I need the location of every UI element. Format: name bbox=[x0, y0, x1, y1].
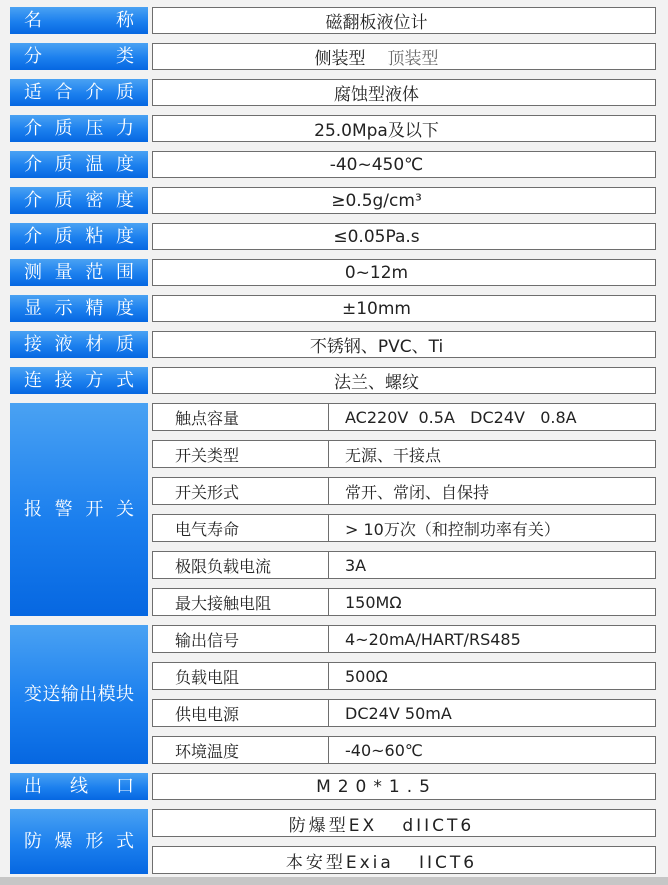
subrow-switch-form bbox=[152, 477, 656, 505]
row-cable-outlet-label-text: 出 线 口 bbox=[24, 775, 134, 797]
subrow-explosion-proof-ex-value bbox=[153, 810, 655, 836]
row-medium-density-label bbox=[10, 187, 148, 214]
row-connection-type-value-text: 法兰、螺纹 bbox=[334, 373, 419, 393]
subrow-load-resistance-value-text: 500Ω bbox=[345, 666, 388, 686]
row-connection-type-value bbox=[152, 367, 656, 394]
subrow-max-contact-resistance-name-text: 最大接触电阻 bbox=[175, 593, 272, 613]
subrow-electrical-life-value-text: > 10万次（和控制功率有关） bbox=[345, 519, 560, 539]
subrow-switch-type-value bbox=[329, 441, 655, 467]
subrow-switch-type-name-text: 开关类型 bbox=[175, 445, 240, 465]
row-display-accuracy bbox=[10, 295, 656, 322]
row-measure-range-label-text: 测量范围 bbox=[24, 261, 134, 283]
transmitter-output-section-label-text: 变送输出模块 bbox=[24, 683, 134, 705]
explosion-proof-section-label-text: 防爆形式 bbox=[24, 830, 134, 852]
alarm-switch-section-label bbox=[10, 403, 148, 616]
row-medium-pressure-value-text: 25.0Mpa及以下 bbox=[314, 121, 439, 141]
category-side-mounted: 侧装型 bbox=[314, 49, 366, 69]
row-display-accuracy-label bbox=[10, 295, 148, 322]
row-cable-outlet bbox=[10, 773, 656, 800]
row-medium-viscosity-value-text: ≤0.05Pa.s bbox=[333, 226, 420, 247]
subrow-limit-load-current-value-text: 3A bbox=[345, 555, 367, 575]
row-cable-outlet-label bbox=[10, 773, 148, 800]
row-display-accuracy-value bbox=[152, 295, 656, 322]
subrow-limit-load-current bbox=[152, 551, 656, 579]
row-name-label bbox=[10, 7, 148, 34]
transmitter-output-subrows bbox=[152, 625, 656, 764]
subrow-load-resistance-value bbox=[329, 663, 655, 689]
row-suitable-medium-value bbox=[152, 79, 656, 106]
subrow-ambient-temperature-name-text: 环境温度 bbox=[175, 741, 240, 761]
row-wetted-material-label bbox=[10, 331, 148, 358]
row-measure-range-label bbox=[10, 259, 148, 286]
subrow-ambient-temperature-value-text: -40~60℃ bbox=[345, 740, 423, 760]
row-display-accuracy-label-text: 显示精度 bbox=[24, 297, 134, 319]
row-measure-range-value-text: 0~12m bbox=[344, 262, 409, 283]
subrow-electrical-life-name bbox=[153, 515, 329, 541]
row-medium-pressure-value bbox=[152, 115, 656, 142]
subrow-ambient-temperature bbox=[152, 736, 656, 764]
subrow-contact-capacity bbox=[152, 403, 656, 431]
subrow-explosion-proof-ex bbox=[152, 809, 656, 837]
row-medium-viscosity bbox=[10, 223, 656, 250]
row-wetted-material-value bbox=[152, 331, 656, 358]
subrow-explosion-proof-ex-value-text: 防爆型EX dIICT6 bbox=[288, 815, 475, 836]
subrow-load-resistance-name bbox=[153, 663, 329, 689]
row-category bbox=[10, 43, 656, 70]
row-category-label-text: 分 类 bbox=[24, 45, 134, 67]
subrow-power-supply-value bbox=[329, 700, 655, 726]
row-display-accuracy-value-text: ±10mm bbox=[342, 298, 411, 319]
row-suitable-medium-label bbox=[10, 79, 148, 106]
row-medium-temperature bbox=[10, 151, 656, 178]
subrow-switch-type-value-text: 无源、干接点 bbox=[345, 445, 442, 465]
subrow-switch-type bbox=[152, 440, 656, 468]
transmitter-output-section-label bbox=[10, 625, 148, 764]
row-suitable-medium-label-text: 适合介质 bbox=[24, 81, 134, 103]
subrow-output-signal-value bbox=[329, 626, 655, 652]
subrow-ambient-temperature-name bbox=[153, 737, 329, 763]
subrow-switch-type-name bbox=[153, 441, 329, 467]
row-name-value bbox=[152, 7, 656, 34]
subrow-electrical-life-value bbox=[329, 515, 655, 541]
row-medium-temperature-value-text: -40~450℃ bbox=[329, 154, 424, 175]
row-wetted-material bbox=[10, 331, 656, 358]
row-medium-viscosity-label bbox=[10, 223, 148, 250]
explosion-proof-section-label bbox=[10, 809, 148, 874]
category-top-mounted: 顶装型 bbox=[387, 49, 439, 69]
row-medium-density-value-text: ≥0.5g/cm³ bbox=[331, 190, 422, 211]
row-name-value-text: 磁翻板液位计 bbox=[325, 13, 428, 33]
subrow-ambient-temperature-value bbox=[329, 737, 655, 763]
row-medium-pressure-label bbox=[10, 115, 148, 142]
subrow-switch-form-value-text: 常开、常闭、自保持 bbox=[345, 482, 490, 502]
row-medium-pressure bbox=[10, 115, 656, 142]
row-cable-outlet-value bbox=[152, 773, 656, 800]
subrow-contact-capacity-value-text: AC220V 0.5A DC24V 0.8A bbox=[345, 407, 577, 427]
subrow-output-signal bbox=[152, 625, 656, 653]
alarm-switch-section-label-text: 报警开关 bbox=[24, 498, 134, 520]
row-medium-density bbox=[10, 187, 656, 214]
subrow-max-contact-resistance-name bbox=[153, 589, 329, 615]
alarm-switch-subrows bbox=[152, 403, 656, 616]
transmitter-output-section bbox=[10, 625, 656, 764]
row-connection-type-label-text: 连接方式 bbox=[24, 369, 134, 391]
row-measure-range bbox=[10, 259, 656, 286]
subrow-output-signal-value-text: 4~20mA/HART/RS485 bbox=[345, 629, 521, 649]
subrow-max-contact-resistance bbox=[152, 588, 656, 616]
row-connection-type-label bbox=[10, 367, 148, 394]
bottom-gray-strip bbox=[0, 877, 668, 885]
subrow-electrical-life bbox=[152, 514, 656, 542]
subrow-intrinsically-safe-exia bbox=[152, 846, 656, 874]
subrow-max-contact-resistance-value-text: 150MΩ bbox=[345, 592, 402, 612]
row-medium-density-label-text: 介质密度 bbox=[24, 189, 134, 211]
subrow-contact-capacity-name bbox=[153, 404, 329, 430]
row-category-label bbox=[10, 43, 148, 70]
subrow-output-signal-name-text: 输出信号 bbox=[175, 630, 240, 650]
row-cable-outlet-value-text: M20*1.5 bbox=[316, 776, 437, 797]
row-name-label-text: 名 称 bbox=[24, 9, 134, 31]
row-wetted-material-value-text: 不锈钢、PVC、Ti bbox=[309, 337, 444, 357]
row-wetted-material-label-text: 接液材质 bbox=[24, 333, 134, 355]
subrow-limit-load-current-value bbox=[329, 552, 655, 578]
subrow-output-signal-name bbox=[153, 626, 329, 652]
row-medium-temperature-label-text: 介质温度 bbox=[24, 153, 134, 175]
subrow-load-resistance bbox=[152, 662, 656, 690]
subrow-power-supply-name bbox=[153, 700, 329, 726]
row-medium-temperature-label bbox=[10, 151, 148, 178]
subrow-intrinsically-safe-exia-value-text: 本安型Exia IICT6 bbox=[285, 852, 478, 873]
alarm-switch-section bbox=[10, 403, 656, 616]
row-medium-viscosity-label-text: 介质粘度 bbox=[24, 225, 134, 247]
subrow-switch-form-name-text: 开关形式 bbox=[175, 482, 240, 502]
explosion-proof-section bbox=[10, 809, 656, 874]
subrow-switch-form-name bbox=[153, 478, 329, 504]
row-suitable-medium bbox=[10, 79, 656, 106]
subrow-electrical-life-name-text: 电气寿命 bbox=[175, 519, 240, 539]
row-medium-pressure-label-text: 介质压力 bbox=[24, 117, 134, 139]
subrow-max-contact-resistance-value bbox=[329, 589, 655, 615]
row-measure-range-value bbox=[152, 259, 656, 286]
row-medium-density-value bbox=[152, 187, 656, 214]
subrow-limit-load-current-name-text: 极限负载电流 bbox=[175, 556, 272, 576]
subrow-switch-form-value bbox=[329, 478, 655, 504]
row-medium-viscosity-value bbox=[152, 223, 656, 250]
row-connection-type bbox=[10, 367, 656, 394]
row-medium-temperature-value bbox=[152, 151, 656, 178]
subrow-contact-capacity-value bbox=[329, 404, 655, 430]
row-name bbox=[10, 7, 656, 34]
subrow-power-supply-value-text: DC24V 50mA bbox=[345, 703, 452, 723]
subrow-limit-load-current-name bbox=[153, 552, 329, 578]
row-suitable-medium-value-text: 腐蚀型液体 bbox=[334, 85, 419, 105]
subrow-intrinsically-safe-exia-value bbox=[153, 847, 655, 873]
row-category-value bbox=[152, 43, 656, 70]
subrow-load-resistance-name-text: 负载电阻 bbox=[175, 667, 240, 687]
subrow-power-supply-name-text: 供电电源 bbox=[175, 704, 240, 724]
subrow-contact-capacity-name-text: 触点容量 bbox=[175, 408, 240, 428]
subrow-power-supply bbox=[152, 699, 656, 727]
explosion-proof-subrows bbox=[152, 809, 656, 874]
